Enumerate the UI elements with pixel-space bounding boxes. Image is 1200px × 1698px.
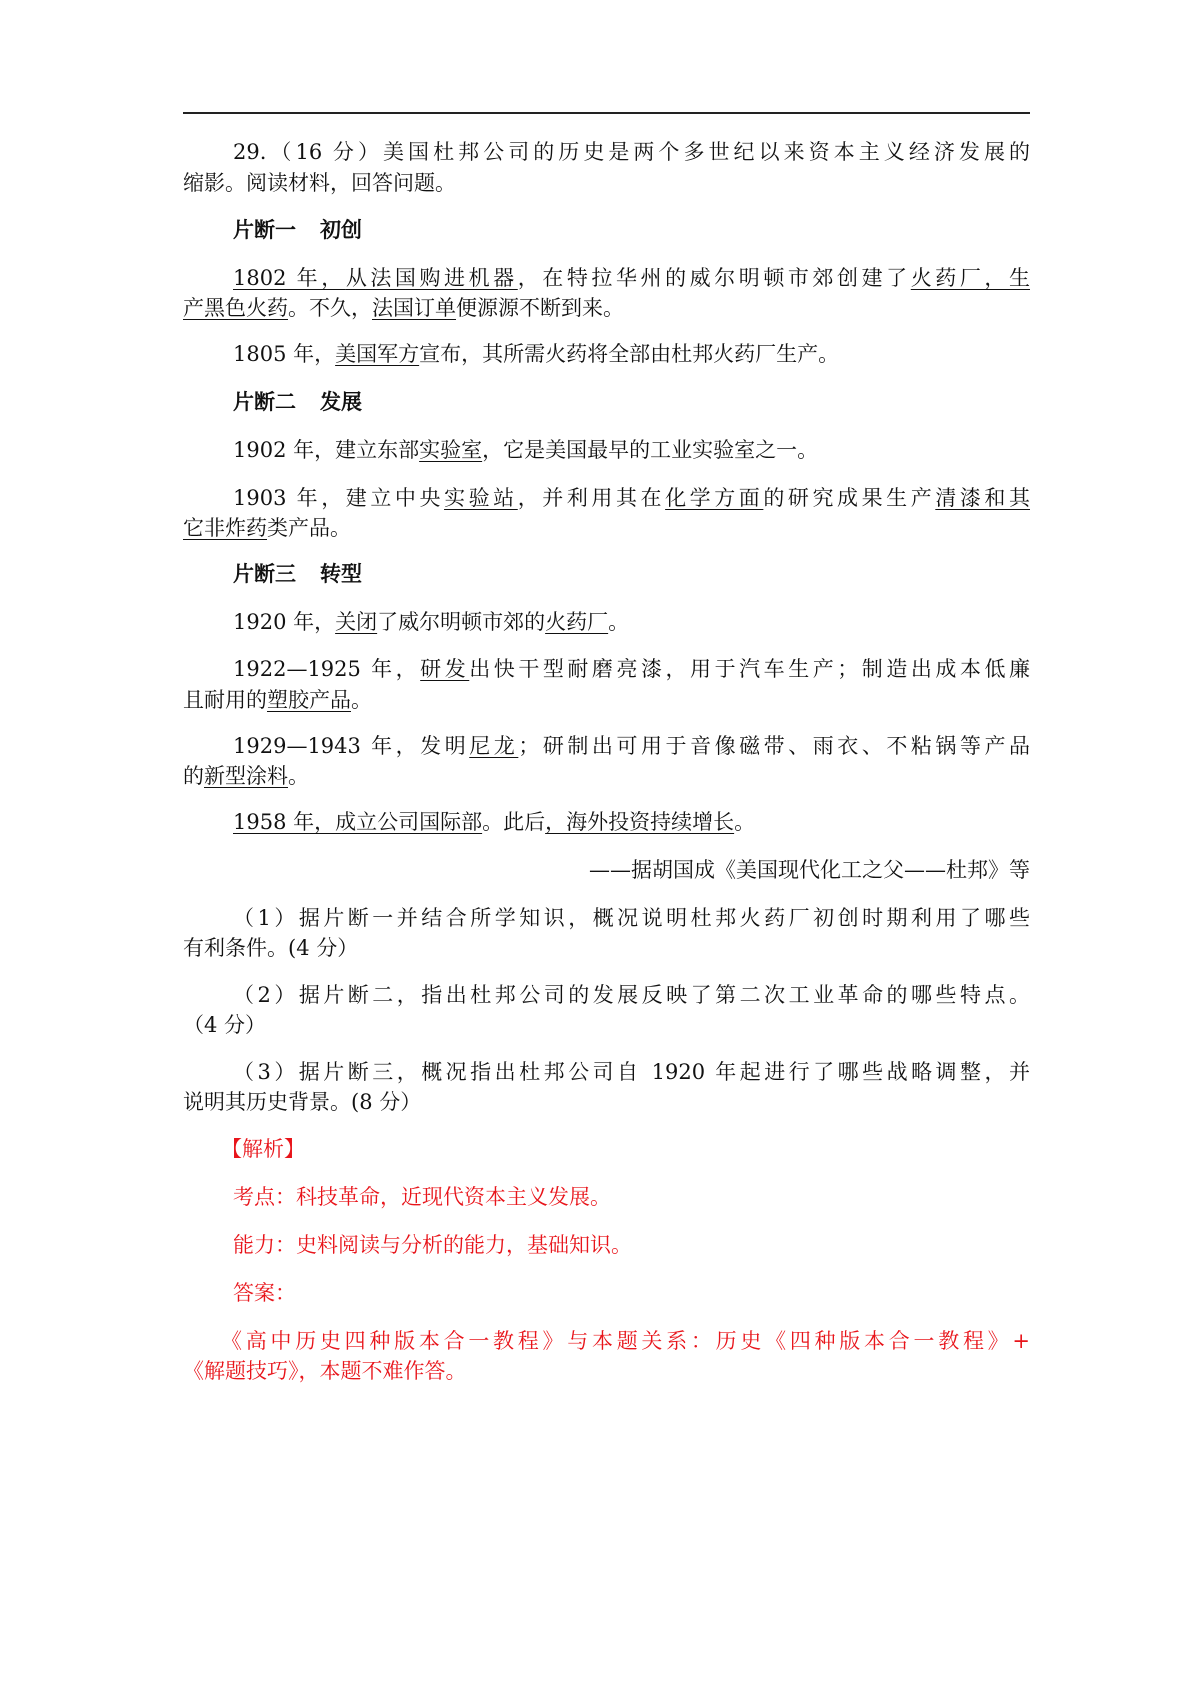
section-1-paragraph-1-line-2: 产黑色火药。不久，法国订单便源源不断到来。 bbox=[183, 296, 624, 320]
question-3-line-2: 说明其历史背景。(8 分） bbox=[183, 1090, 422, 1114]
analysis-kaodian: 考点：科技革命，近现代资本主义发展。 bbox=[233, 1185, 611, 1209]
section-2-paragraph-1: 1902 年，建立东部实验室，它是美国最早的工业实验室之一。 bbox=[233, 438, 819, 462]
question-1-line-1: （1）据片断一并结合所学知识，概况说明杜邦火药厂初创时期利用了哪些 bbox=[233, 906, 1030, 930]
section-3-paragraph-2-line-1: 1922—1925 年，研发出快干型耐磨亮漆，用于汽车生产；制造出成本低廉 bbox=[233, 657, 1031, 681]
section-2-paragraph-2-line-2: 它非炸药类产品。 bbox=[183, 516, 351, 540]
section-1-paragraph-1-line-1: 1802 年，从法国购进机器，在特拉华州的威尔明顿市郊创建了火药厂，生 bbox=[233, 266, 1030, 290]
question-2-line-2: （4 分） bbox=[183, 1013, 267, 1037]
source-citation: ——据胡国成《美国现代化工之父——杜邦》等 bbox=[589, 858, 1030, 882]
section-1-paragraph-2: 1805 年，美国军方宣布，其所需火药将全部由杜邦火药厂生产。 bbox=[233, 342, 840, 366]
question-2-line-1: （2）据片断二，指出杜邦公司的发展反映了第二次工业革命的哪些特点。 bbox=[233, 983, 1030, 1007]
analysis-heading: 【解析】 bbox=[221, 1137, 305, 1161]
analysis-nengli: 能力：史料阅读与分析的能力，基础知识。 bbox=[233, 1233, 632, 1257]
section-3-paragraph-3-line-2: 的新型涂料。 bbox=[183, 764, 309, 788]
section-3-paragraph-3-line-1: 1929—1943 年，发明尼龙；研制出可用于音像磁带、雨衣、不粘锅等产品 bbox=[233, 734, 1031, 758]
question-1-line-2: 有利条件。(4 分） bbox=[183, 936, 359, 960]
section-1-heading: 片断一 初创 bbox=[233, 217, 362, 242]
section-3-heading: 片断三 转型 bbox=[233, 561, 362, 586]
analysis-note-line-2: 《解题技巧》，本题不难作答。 bbox=[183, 1359, 467, 1383]
question-stem-line-2: 缩影。阅读材料，回答问题。 bbox=[183, 171, 456, 195]
section-2-paragraph-2-line-1: 1903 年，建立中央实验站，并利用其在化学方面的研究成果生产清漆和其 bbox=[233, 486, 1030, 510]
section-3-paragraph-1: 1920 年，关闭了威尔明顿市郊的火药厂。 bbox=[233, 610, 630, 634]
analysis-note-line-1: 《高中历史四种版本合一教程》与本题关系：历史《四种版本合一教程》+ bbox=[221, 1329, 1030, 1353]
section-2-heading: 片断二 发展 bbox=[233, 389, 362, 414]
question-3-line-1: （3）据片断三，概况指出杜邦公司自 1920 年起进行了哪些战略调整，并 bbox=[233, 1060, 1030, 1084]
section-3-paragraph-2-line-2: 且耐用的塑胶产品。 bbox=[183, 688, 372, 712]
header-rule bbox=[183, 112, 1030, 114]
analysis-answer-label: 答案： bbox=[233, 1281, 296, 1305]
question-stem-line-1: 29.（16 分）美国杜邦公司的历史是两个多世纪以来资本主义经济发展的 bbox=[233, 140, 1030, 164]
section-3-paragraph-4: 1958 年，成立公司国际部。此后，海外投资持续增长。 bbox=[233, 810, 756, 834]
